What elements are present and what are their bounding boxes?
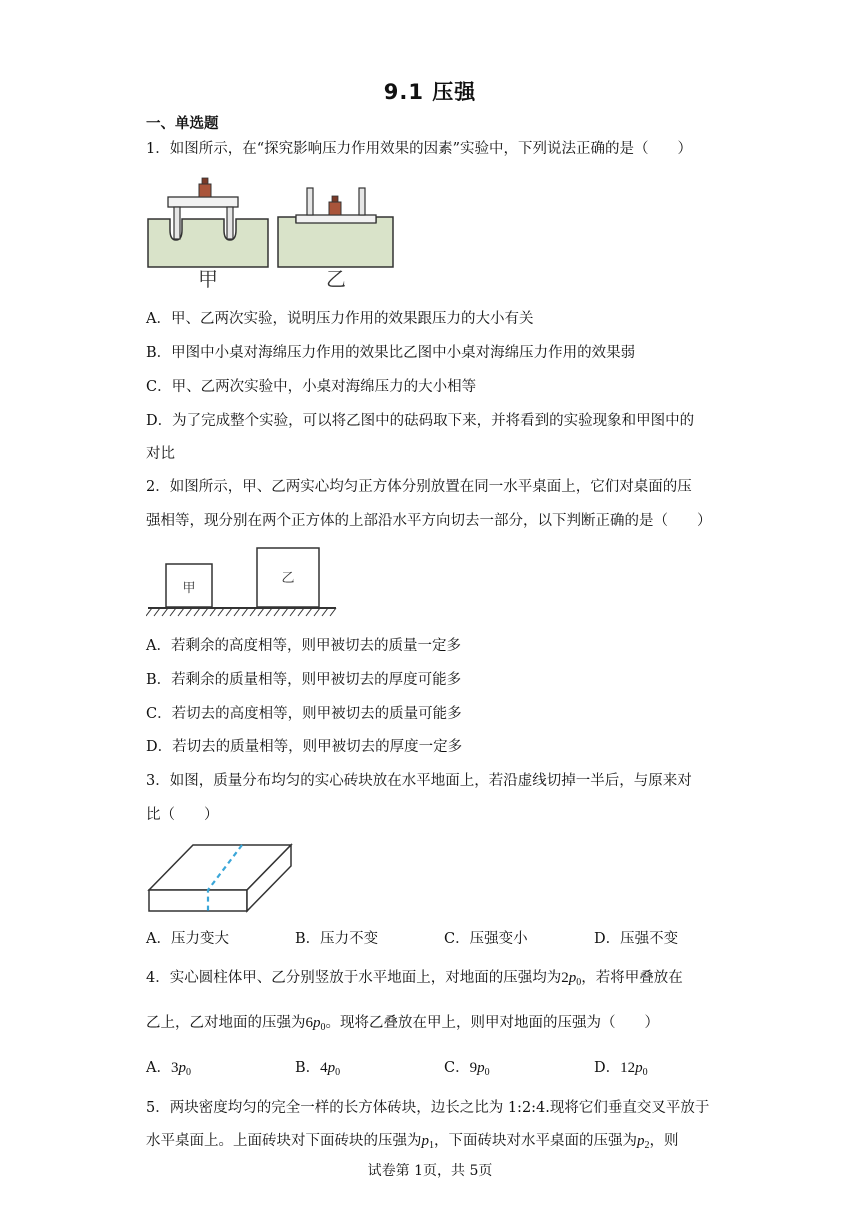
q4-stem2-p: $p_0$ <box>313 1015 326 1033</box>
q5-p1: $p_1$ <box>421 1133 434 1151</box>
q1-weight-b <box>329 202 341 215</box>
q3-option-d[interactable]: D．压强不变 <box>594 931 679 947</box>
q5-stem-line1: 5．两块密度均匀的完全一样的长方体砖块，边长之比为 1:2:4.现将它们垂直交叉平放于 <box>146 1100 710 1116</box>
q3-option-b[interactable]: B．压力不变 <box>295 931 379 947</box>
q3-stem-line1: 3．如图，质量分布均匀的实心砖块放在水平地面上，若沿虚线切掉一半后，与原来对 <box>146 773 692 789</box>
q1-sponge-b <box>278 217 393 267</box>
q4-stem-line1 <box>146 968 683 993</box>
q1-sponge-a <box>148 219 268 267</box>
q2-stem-line2: 强相等，现分别在两个正方体的上部沿水平方向切去一部分，以下判断正确的是（ ） <box>146 513 712 529</box>
section-heading: 一、单选题 <box>146 116 219 132</box>
q2-figure <box>146 540 346 620</box>
q1-option-a[interactable]: A．甲、乙两次实验，说明压力作用的效果跟压力的大小有关 <box>146 311 534 327</box>
q1-stem: 1．如图所示，在“探究影响压力作用效果的因素”实验中，下列说法正确的是（ ） <box>146 141 693 157</box>
q3-figure <box>146 838 296 918</box>
q4-stem1-pre: 4．实心圆柱体甲、乙分别竖放于水平地面上，对地面的压强均为 <box>146 970 562 986</box>
q4-option-b[interactable]: B．$4p_0$ <box>295 1060 341 1078</box>
q2-label-b: 乙 <box>281 571 295 586</box>
q4-stem1-coef: 2 <box>561 970 569 986</box>
q1-table-top-b <box>296 215 376 223</box>
q3-brick-front <box>149 890 247 911</box>
q3-option-a[interactable]: A．压力变大 <box>146 931 229 947</box>
q1-option-d-cont: 对比 <box>146 446 175 462</box>
q2-label-a: 甲 <box>182 581 196 596</box>
q5-p2: $p_2$ <box>637 1133 650 1151</box>
q4-stem-line2 <box>146 1013 659 1038</box>
q4-option-c[interactable]: C．$9p_0$ <box>444 1060 490 1078</box>
q1-option-b[interactable]: B．甲图中小桌对海绵压力作用的效果比乙图中小桌对海绵压力作用的效果弱 <box>146 345 636 361</box>
q3-option-c[interactable]: C．压强变小 <box>444 931 528 947</box>
q4-option-d[interactable]: D．$12p_0$ <box>594 1060 648 1078</box>
page-title: 9.1 压强 <box>383 80 477 104</box>
q4-stem1-post: ，若将甲叠放在 <box>581 970 683 986</box>
q1-figure <box>146 172 406 292</box>
q4-stem2-post: 。现将乙叠放在甲上，则甲对地面的压强为（ ） <box>325 1015 659 1031</box>
q1-option-c[interactable]: C．甲、乙两次实验中，小桌对海绵压力的大小相等 <box>146 379 477 395</box>
q4-stem2-pre: 乙上，乙对地面的压强为 <box>146 1015 306 1031</box>
page-footer: 试卷第 1页，共 5页 <box>367 1163 493 1179</box>
q1-weight-a <box>199 184 211 197</box>
q2-option-a[interactable]: A．若剩余的高度相等，则甲被切去的质量一定多 <box>146 638 461 654</box>
q5-stem-line2: 水平桌面上。上面砖块对下面砖块的压强为$p_1$，下面砖块对水平桌面的压强为$p_2$，则 <box>146 1133 679 1151</box>
q2-option-d[interactable]: D．若切去的质量相等，则甲被切去的厚度一定多 <box>146 739 463 755</box>
q2-stem-line1: 2．如图所示，甲、乙两实心均匀正方体分别放置在同一水平桌面上，它们对桌面的压 <box>146 479 692 495</box>
q4-option-a[interactable]: A．$3p_0$ <box>146 1060 191 1078</box>
q2-option-c[interactable]: C．若切去的高度相等，则甲被切去的质量可能多 <box>146 706 462 722</box>
q3-stem-line2: 比（ ） <box>146 807 219 823</box>
q1-fig-label-b: 乙 <box>326 267 346 291</box>
q4-stem2-coef: 6 <box>305 1015 313 1031</box>
q1-table-top-a <box>168 197 238 207</box>
q1-option-d[interactable]: D．为了完成整个实验，可以将乙图中的砝码取下来，并将看到的实验现象和甲图中的 <box>146 413 695 429</box>
q4-stem1-p: $p_0$ <box>568 970 582 988</box>
q2-option-b[interactable]: B．若剩余的质量相等，则甲被切去的厚度可能多 <box>146 672 462 688</box>
q1-fig-label-a: 甲 <box>198 267 218 291</box>
